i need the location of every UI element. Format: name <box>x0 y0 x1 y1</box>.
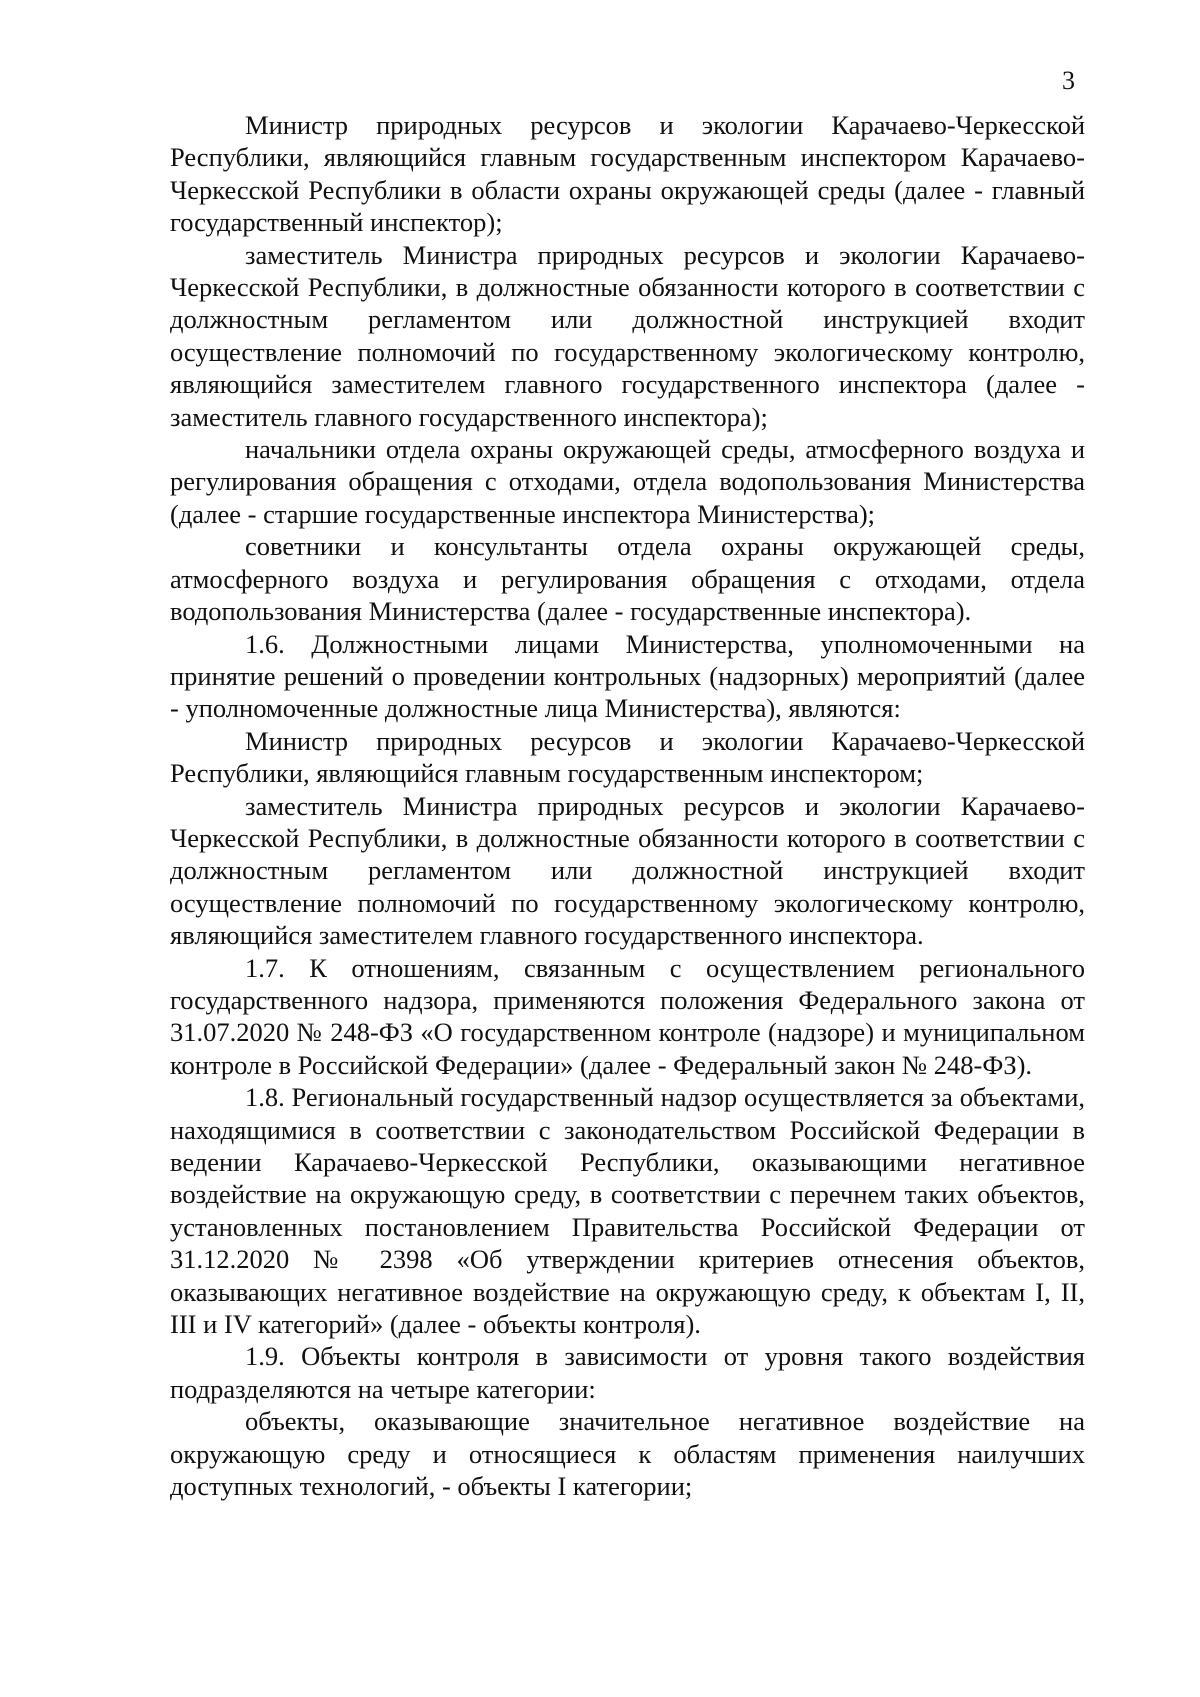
paragraph: заместитель Министра природных ресурсов и экологии Карачаево-Черкесской Республики, в должностные обязанности которого в соответствии с должностным регламентом или должностной инструкцией входит осуществление полномочий по государственному экологическому контролю, являющийся заместителем главного государственного инспектора (далее - заместитель главного государственного инспектора); <box>170 239 1085 432</box>
paragraph: объекты, оказывающие значительное негативное воздействие на окружающую среду и относящиеся к областям применения наилучших доступных технологий, - объекты I категории; <box>170 1406 1085 1502</box>
paragraph: начальники отдела охраны окружающей среды, атмосферного воздуха и регулирования обращения с отходами, отдела водопользования Министерства (далее - старшие государственные инспектора Министерства); <box>170 434 1085 529</box>
document-body <box>170 109 1085 1502</box>
paragraph: 1.8. Региональный государственный надзор осуществляется за объектами, находящимися в соответствии с законодательством Российской Федерации в ведении Карачаево-Черкесской Республики, оказывающими негативное воздействие на окружающую среду, в соответствии с перечнем таких объектов, установленных постановлением Правительства Российской Федерации от 31.12.2020 № 2398 «Об утверждении критериев отнесения объектов, оказывающих негативное воздействие на окружающую среду, к объектам I, II, III и IV категорий» (далее - объекты контроля). <box>170 1082 1085 1340</box>
paragraph: 1.9. Объекты контроля в зависимости от уровня такого воздействия подразделяются на четыре категории: <box>170 1341 1085 1404</box>
paragraph: советники и консультанты отдела охраны окружающей среды, атмосферного воздуха и регулирования обращения с отходами, отдела водопользования Министерства (далее - государственные инспектора). <box>170 531 1085 627</box>
paragraph: Министр природных ресурсов и экологии Карачаево-Черкесской Республики, являющийся главным государственным инспектором Карачаево-Черкесской Республики в области охраны окружающей среды (далее - главный государственный инспектор); <box>170 110 1085 238</box>
paragraph: 1.6. Должностными лицами Министерства, уполномоченными на принятие решений о проведении контрольных (надзорных) мероприятий (далее - уполномоченные должностные лица Министерства), являются: <box>170 628 1085 724</box>
paragraph: заместитель Министра природных ресурсов и экологии Карачаево-Черкесской Республики, в должностные обязанности которого в соответствии с должностным регламентом или должностной инструкцией входит осуществление полномочий по государственному экологическому контролю, являющийся заместителем главного государственного инспектора. <box>170 790 1085 951</box>
paragraph: Министр природных ресурсов и экологии Карачаево-Черкесской Республики, являющийся главным государственным инспектором; <box>170 725 1085 789</box>
paragraph: 1.7. К отношениям, связанным с осуществлением регионального государственного надзора, применяются положения Федерального закона от 31.07.2020 № 248-ФЗ «О государственном контроле (надзоре) и муниципальном контроле в Российской Федерации» (далее - Федеральный закон № 248-ФЗ). <box>170 952 1085 1080</box>
page-number: 3 <box>1062 66 1075 95</box>
